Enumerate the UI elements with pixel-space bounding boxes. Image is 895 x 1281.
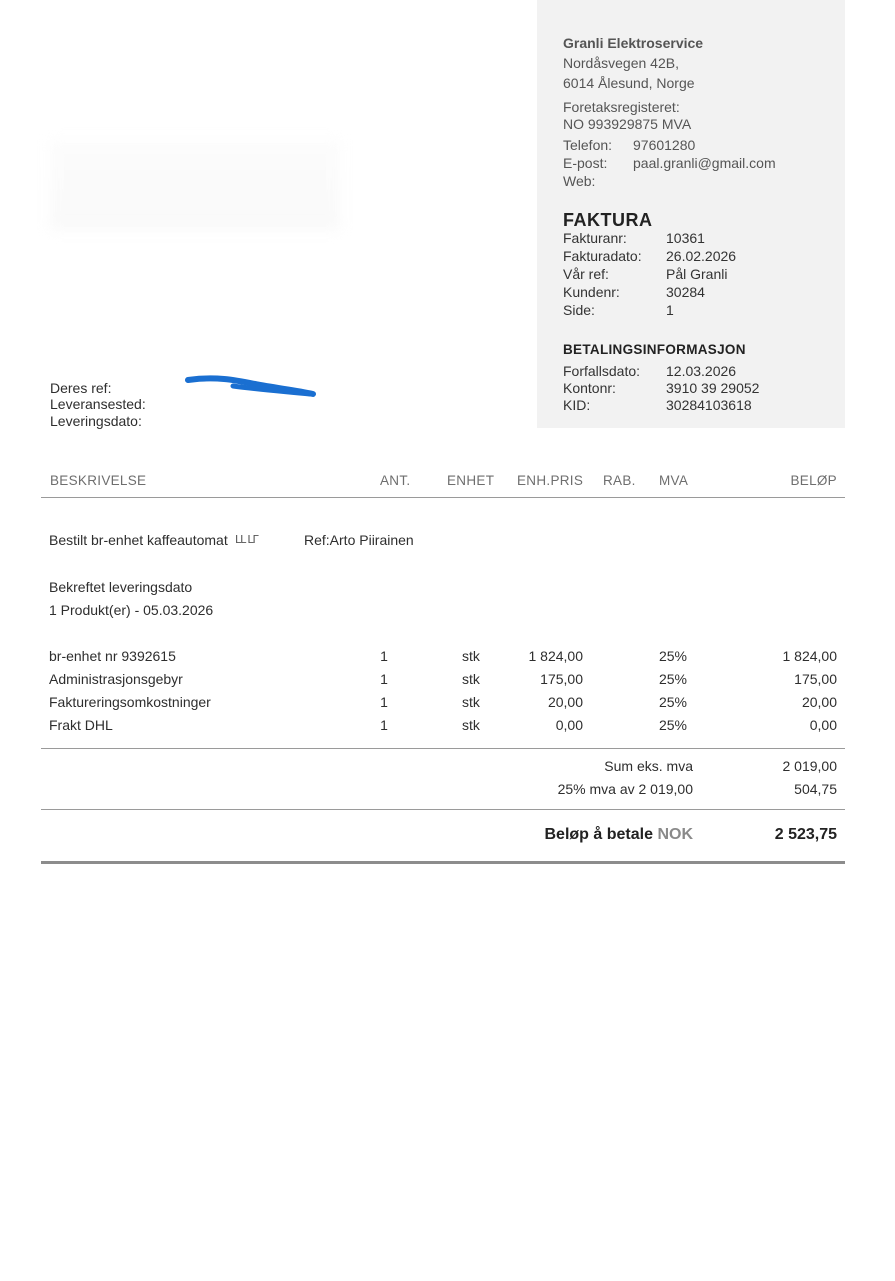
delivery-place-label: Leveransested: (50, 396, 146, 412)
cell-unit-price: 0,00 (555, 717, 583, 733)
phone-label: Telefon: (563, 137, 613, 153)
cell-amount: 0,00 (809, 717, 837, 733)
order-ref: Ref:Arto Piirainen (304, 532, 414, 548)
col-header-qty: ANT. (380, 473, 411, 488)
items-divider (41, 748, 845, 749)
cell-qty: 1 (380, 717, 388, 733)
cell-unit-price: 175,00 (540, 671, 583, 687)
cell-amount: 175,00 (794, 671, 837, 687)
field-value: 30284103618 (666, 397, 752, 413)
field-value: 26.02.2026 (666, 248, 737, 264)
recipient-address-blurred (50, 140, 340, 230)
field-value: 10361 (666, 230, 705, 246)
header-divider (41, 497, 845, 498)
web-label: Web: (563, 173, 596, 189)
cell-amount: 1 824,00 (782, 648, 837, 664)
registry-value: NO 993929875 MVA (563, 116, 692, 132)
totals-divider (41, 809, 845, 810)
field-label: Side: (563, 302, 595, 318)
cell-qty: 1 (380, 671, 388, 687)
field-label: Kundenr: (563, 284, 620, 300)
vat-label: 25% mva av 2 019,00 (557, 781, 693, 797)
cell-qty: 1 (380, 648, 388, 664)
invoice-info-panel (537, 0, 845, 428)
amount-due-text: Beløp å betale (544, 826, 653, 843)
vat-value: 504,75 (794, 781, 837, 797)
col-header-unit: ENHET (447, 473, 495, 488)
cell-amount: 20,00 (801, 694, 837, 710)
cell-qty: 1 (380, 694, 388, 710)
phone-value: 97601280 (633, 137, 696, 153)
confirmed-delivery-label: Bekreftet leveringsdato (49, 579, 193, 595)
sum-value: 2 019,00 (782, 758, 837, 774)
cell-vat: 25% (658, 694, 688, 710)
field-label: Vår ref: (563, 266, 609, 282)
col-header-amount: BELØP (790, 473, 837, 488)
company-address-line2: 6014 Ålesund, Norge (563, 75, 695, 91)
cell-description: br-enhet nr 9392615 (49, 648, 176, 664)
cell-description: Frakt DHL (49, 717, 113, 733)
field-value: 30284 (666, 284, 705, 300)
field-value: 12.03.2026 (666, 363, 737, 379)
cell-description: Administrasjonsgebyr (49, 671, 183, 687)
field-label: Fakturanr: (563, 230, 627, 246)
field-label: Kontonr: (563, 380, 616, 396)
col-header-vat: MVA (659, 473, 689, 488)
company-name: Granli Elektroservice (563, 35, 704, 51)
cell-description: Faktureringsomkostninger (49, 694, 211, 710)
field-label: KID: (563, 397, 591, 413)
cell-unit: stk (462, 648, 480, 664)
amount-due-label (490, 826, 693, 844)
invoice-title: FAKTURA (563, 210, 653, 230)
col-header-description: BESKRIVELSE (50, 473, 147, 488)
field-value: 1 (666, 302, 674, 318)
customer-ref-label: Deres ref: (50, 380, 112, 396)
col-header-discount: RAB. (603, 473, 636, 488)
cell-unit: stk (462, 717, 480, 733)
cell-vat: 25% (658, 717, 688, 733)
cell-unit: stk (462, 694, 480, 710)
email-value: paal.granli@gmail.com (633, 155, 776, 171)
cell-unit-price: 1 824,00 (528, 648, 583, 664)
col-header-unit-price: ENH.PRIS (517, 473, 584, 488)
payment-title: BETALINGSINFORMASJON (563, 342, 746, 357)
sum-label: Sum eks. mva (604, 758, 693, 774)
cell-unit: stk (462, 671, 480, 687)
company-address-line1: Nordåsvegen 42B, (563, 55, 679, 71)
currency-code: NOK (657, 826, 693, 843)
final-divider (41, 861, 845, 864)
order-redacted-text: ᒪᒪ ᒪᒥ (235, 534, 258, 546)
confirmed-delivery-value: 1 Produkt(er) - 05.03.2026 (49, 602, 214, 618)
field-value: 3910 39 29052 (666, 380, 760, 396)
field-value: Pål Granli (666, 266, 728, 282)
field-label: Forfallsdato: (563, 363, 641, 379)
order-line: Bestilt br-enhet kaffeautomat (49, 532, 228, 548)
registry-label: Foretaksregisteret: (563, 99, 680, 115)
cell-vat: 25% (658, 648, 688, 664)
email-label: E-post: (563, 155, 608, 171)
redaction-scribble (185, 372, 325, 402)
cell-unit-price: 20,00 (547, 694, 583, 710)
delivery-date-label: Leveringsdato: (50, 413, 142, 429)
field-label: Fakturadato: (563, 248, 642, 264)
amount-due-value: 2 523,75 (774, 826, 837, 843)
cell-vat: 25% (658, 671, 688, 687)
